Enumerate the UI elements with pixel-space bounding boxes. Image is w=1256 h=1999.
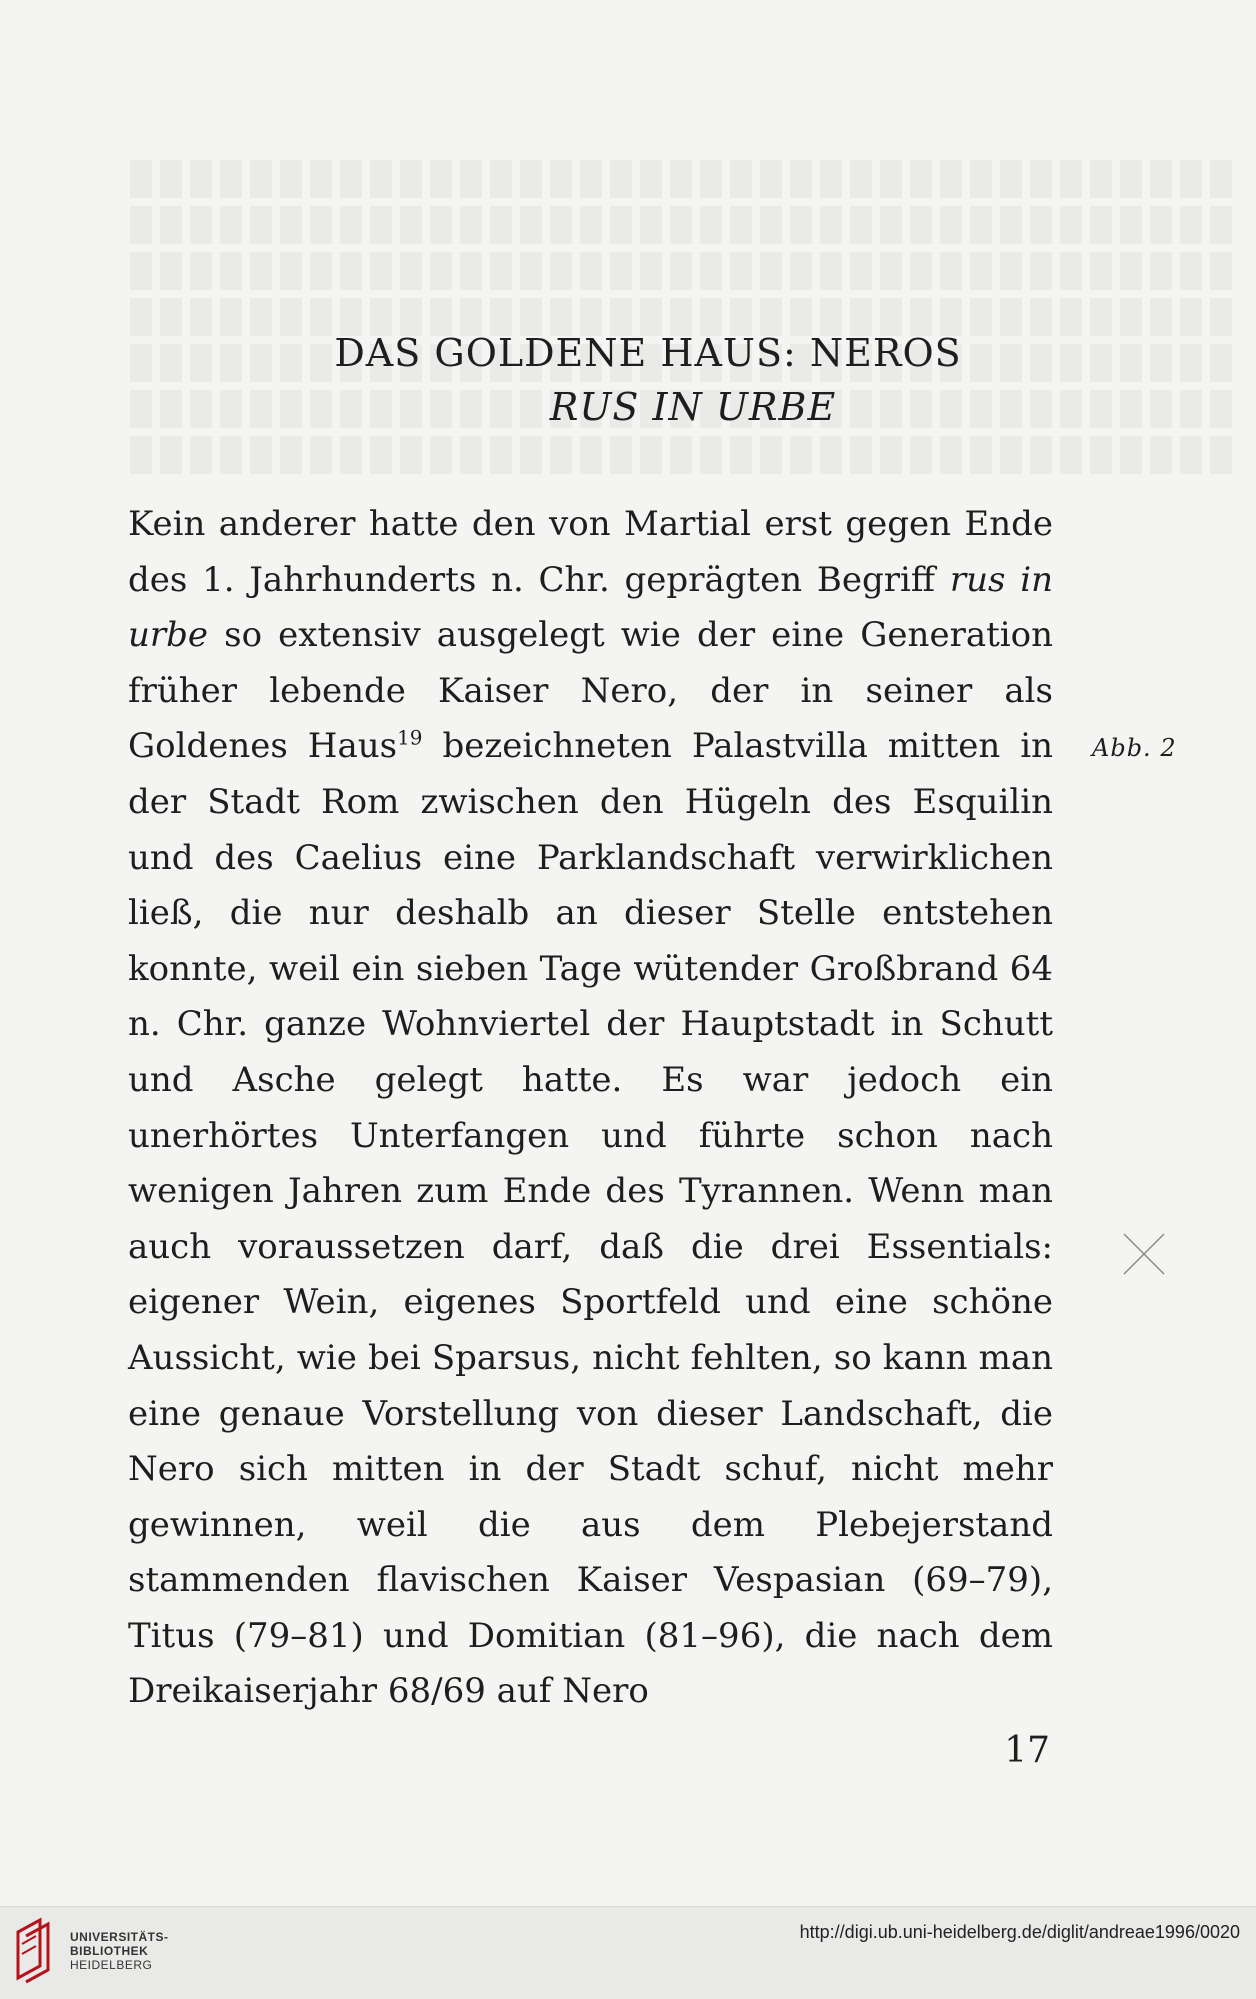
library-logo-icon bbox=[14, 1914, 56, 1984]
page-number: 17 bbox=[1004, 1730, 1050, 1771]
chapter-heading-line2: RUS IN URBE bbox=[549, 385, 837, 429]
logo-line3: HEIDELBERG bbox=[70, 1958, 153, 1972]
text-segment: bezeichneten Palastvilla mitten in der Stadt Rom zwischen den Hügeln des Esquilin und des Caelius eine Parklandschaft verwirklichen ließ, die nur deshalb an dieser Stelle entstehen konnte, weil ein sieben Tage wütender Großbrand 64 n. Chr. ganze Wohnviertel der Hauptstadt in Schutt und Asche gelegt hatte. Es war jedoch ein unerhörtes Unterfangen und führte schon nach wenigen Jahren zum Ende des Tyrannen. Wenn man auch voraussetzen darf, daß die drei Essentials: eigener Wein, eigenes Sportfeld und eine schöne Aussicht, wie bei Sparsus, nicht fehlten, so kann man eine genaue Vorstellung von dieser Landschaft, die Nero sich mitten in der Stadt schuf, nicht mehr gewinnen, weil die aus dem Plebejerstand stammenden flavischen Kaiser Vespasian (69–79), Titus (79–81) und Domitian (81–96), die nach dem Dreikaiserjahr 68/69 auf Nero bbox=[128, 726, 1053, 1712]
pencil-cross-mark bbox=[1120, 1230, 1168, 1278]
source-url-link[interactable]: http://digi.ub.uni-heidelberg.de/diglit/andreae1996/0020 bbox=[799, 1922, 1240, 1942]
footnote-marker[interactable]: 19 bbox=[397, 726, 423, 751]
logo-line2: BIBLIOTHEK bbox=[70, 1944, 149, 1958]
chapter-heading bbox=[0, 326, 1256, 434]
text-segment: Kein anderer hatte den von Martial erst gegen Ende des 1. Jahrhunderts n. Chr. geprägten Begriff bbox=[128, 504, 1053, 600]
chapter-heading-line1: DAS GOLDENE HAUS: NEROS bbox=[334, 331, 962, 375]
body-paragraph bbox=[128, 497, 1053, 1720]
text-segment: so extensiv ausgelegt wie der eine Generation früher lebende Kaiser Nero, der in seiner als Goldenes Haus bbox=[128, 615, 1053, 767]
library-logo-text bbox=[70, 1930, 169, 1972]
figure-reference: Abb. 2 bbox=[1092, 734, 1177, 762]
italic-phrase: rus in urbe bbox=[128, 559, 1053, 656]
footer-bar bbox=[0, 1906, 1256, 1999]
logo-line1: UNIVERSITÄTS- bbox=[70, 1930, 169, 1944]
